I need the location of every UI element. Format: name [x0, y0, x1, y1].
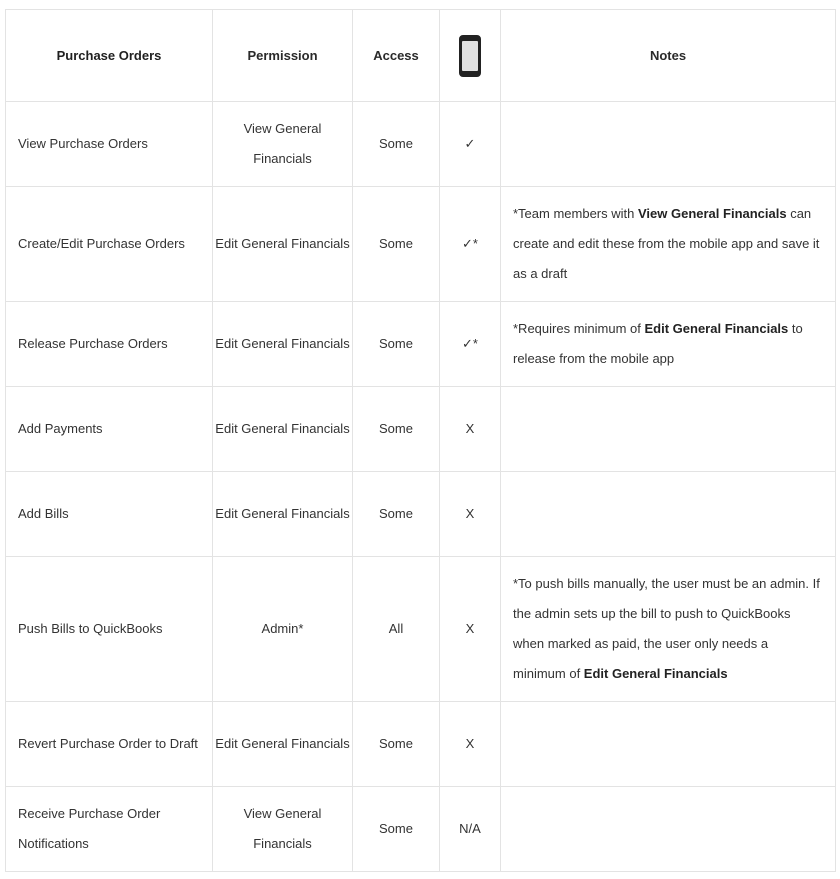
row-mobile: X [440, 472, 501, 557]
row-mobile: ✓ [440, 102, 501, 187]
row-access: Some [353, 187, 440, 302]
table-row [6, 302, 836, 387]
table-row [6, 187, 836, 302]
permissions-table [5, 9, 836, 872]
row-access: Some [353, 472, 440, 557]
note-text: *Requires minimum of [513, 321, 645, 336]
header-access: Access [353, 10, 440, 102]
note-text: *Team members with [513, 206, 638, 221]
row-notes [501, 787, 836, 872]
note-text: *To push bills manually, the user must be an admin. If the admin sets up the bill to push to QuickBooks when marked as paid, the user only needs a minimum of [513, 576, 820, 681]
row-permission: Edit General Financials [213, 702, 353, 787]
note-text: can create and edit these from the mobile app and save it as a draft [513, 206, 820, 281]
table-row [6, 787, 836, 872]
row-mobile: X [440, 557, 501, 702]
row-permission: Edit General Financials [213, 472, 353, 557]
note-text: to release from the mobile app [513, 321, 803, 366]
note-bold-permission: Edit General Financials [583, 666, 728, 681]
row-notes [501, 302, 836, 387]
row-notes [501, 387, 836, 472]
row-permission: View General Financials [213, 787, 353, 872]
mobile-phone-icon [459, 35, 481, 77]
row-notes [501, 187, 836, 302]
row-mobile: ✓* [440, 187, 501, 302]
row-mobile: ✓* [440, 302, 501, 387]
row-notes [501, 472, 836, 557]
row-permission: Admin* [213, 557, 353, 702]
row-name: View Purchase Orders [6, 102, 213, 187]
row-permission: Edit General Financials [213, 302, 353, 387]
row-name: Revert Purchase Order to Draft [6, 702, 213, 787]
row-permission: Edit General Financials [213, 187, 353, 302]
table-row [6, 472, 836, 557]
row-name: Create/Edit Purchase Orders [6, 187, 213, 302]
row-name: Push Bills to QuickBooks [6, 557, 213, 702]
row-access: Some [353, 387, 440, 472]
row-notes [501, 557, 836, 702]
row-permission: Edit General Financials [213, 387, 353, 472]
table-row [6, 102, 836, 187]
header-notes: Notes [501, 10, 836, 102]
table-row [6, 557, 836, 702]
row-access: Some [353, 102, 440, 187]
header-permission: Permission [213, 10, 353, 102]
header-mobile [440, 10, 501, 102]
row-name: Receive Purchase Order Notifications [6, 787, 213, 872]
row-notes [501, 102, 836, 187]
row-mobile: X [440, 387, 501, 472]
row-mobile: X [440, 702, 501, 787]
row-access: Some [353, 302, 440, 387]
header-row [6, 10, 836, 102]
row-access: Some [353, 787, 440, 872]
row-mobile: N/A [440, 787, 501, 872]
header-purchase-orders: Purchase Orders [6, 10, 213, 102]
row-name: Add Bills [6, 472, 213, 557]
row-access: All [353, 557, 440, 702]
row-permission: View General Financials [213, 102, 353, 187]
row-access: Some [353, 702, 440, 787]
note-bold-permission: Edit General Financials [644, 321, 789, 336]
table-row [6, 387, 836, 472]
table-row [6, 702, 836, 787]
row-name: Release Purchase Orders [6, 302, 213, 387]
row-notes [501, 702, 836, 787]
note-bold-permission: View General Financials [637, 206, 787, 221]
row-name: Add Payments [6, 387, 213, 472]
